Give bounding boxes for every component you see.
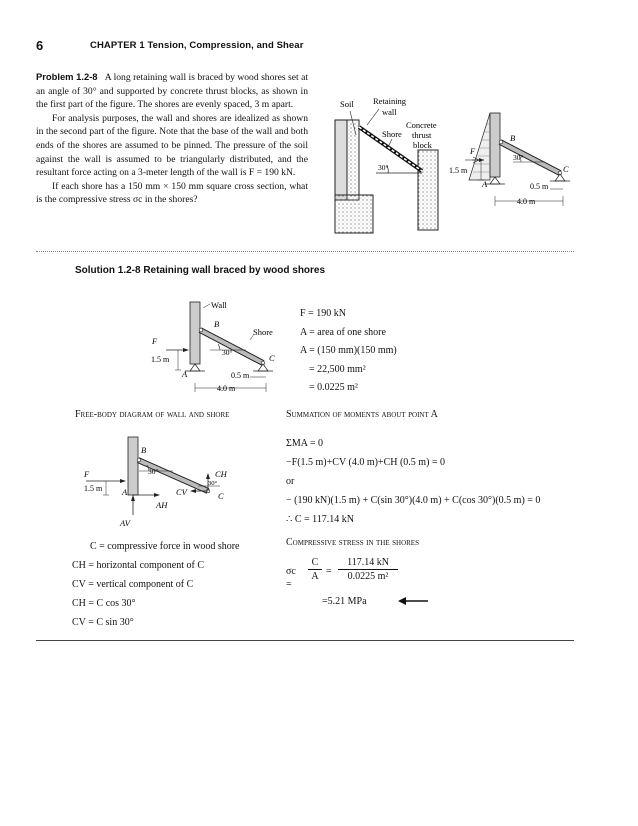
stress-equals: =: [326, 566, 332, 577]
fig2-label-B: B: [510, 133, 516, 143]
result-arrow-icon: [398, 596, 428, 606]
moment-line-1: ΣMA = 0: [286, 438, 324, 449]
fig3-dim-05: 0.5 m: [231, 371, 250, 380]
moment-line-4: − (190 kN)(1.5 m) + C(sin 30°)(4.0 m) + C(cos 30°)(0.5 m) = 0: [286, 495, 541, 506]
fig2-dim-40: 4.0 m: [517, 197, 536, 206]
fig2-label-F: F: [470, 146, 476, 156]
problem-para-1: A long retaining wall is braced by wood shores set at an angle of 30° and supported by concrete thrust blocks, as shown in the first part of the figure. The shores are evenly spaced, 3 m apart.: [36, 72, 309, 111]
fbd-heading: Free-body diagram of wall and shore: [75, 409, 230, 420]
fbd-label-B: B: [141, 445, 147, 455]
fbd-label-A: A: [122, 487, 128, 497]
given-line-2: A = area of one shore: [300, 326, 386, 338]
stress-heading: Compressive stress in the shores: [286, 537, 419, 548]
fig2-label-A: A: [482, 179, 488, 189]
fig3-shore: Shore: [253, 327, 273, 337]
chapter-title: CHAPTER 1 Tension, Compression, and Shear: [90, 40, 304, 51]
fbd-label-F: F: [84, 469, 90, 479]
fig3-angle: 30°: [222, 348, 233, 357]
stress-frac-1: [308, 556, 322, 583]
fig1-block: block: [413, 140, 432, 150]
stress-frac-1-num: C: [308, 556, 322, 570]
stress-result: =5.21 MPa: [322, 596, 367, 607]
fig3-wall: Wall: [211, 300, 227, 310]
bottom-rule: [36, 640, 574, 641]
moments-heading: Summation of moments about point A: [286, 409, 438, 420]
problem-para-3: If each shore has a 150 mm × 150 mm square cross section, what is the compressive stress σc in the shores?: [36, 180, 308, 206]
fig1-concrete: Concrete: [406, 120, 437, 130]
page-number: 6: [36, 38, 44, 53]
definitions: [72, 537, 240, 632]
moment-line-3: or: [286, 476, 295, 487]
fbd-label-CH: CH: [215, 469, 227, 479]
stress-frac-2-num: 117.14 kN: [338, 556, 398, 570]
fbd-angle-1: 30°: [148, 467, 159, 476]
problem-para-2: For analysis purposes, the wall and shores are idealized as shown in the second part of the figure. Note that the base of the wall and both ends of the shores are assumed to be pinned. The pressure of the soil against the wall is assumed to be triangularly distributed, and the resultant force acting on a 3-meter length of the wall is F = 190 kN.: [36, 112, 308, 179]
fbd-label-AV: AV: [120, 518, 130, 528]
fig1-soil: Soil: [340, 99, 354, 109]
solution-figure: [148, 300, 288, 395]
given-line-1: F = 190 kN: [300, 308, 346, 319]
idealized-model-figure: [445, 110, 585, 210]
fig3-label-A: A: [182, 369, 188, 379]
moment-line-2: −F(1.5 m)+CV (4.0 m)+CH (0.5 m) = 0: [286, 457, 446, 468]
definition-4: CH = C cos 30°: [72, 598, 136, 609]
moment-line-5: ∴ C = 117.14 kN: [286, 514, 355, 525]
fbd-angle-2: 30°: [208, 480, 218, 487]
definition-5: CV = C sin 30°: [72, 617, 134, 628]
fbd-label-C: C: [218, 491, 224, 501]
given-line-3: A = (150 mm)(150 mm): [300, 345, 397, 356]
fig3-label-C: C: [269, 353, 275, 363]
fig1-angle: 30°: [378, 163, 389, 172]
given-values: [300, 305, 397, 398]
problem-statement: [36, 70, 308, 207]
fig2-dim-05: 0.5 m: [530, 182, 549, 191]
definition-1: C = compressive force in wood shore: [90, 541, 240, 552]
definition-2: CH = horizontal component of C: [72, 560, 205, 571]
solution-title: Solution 1.2-8 Retaining wall braced by wood shores: [75, 265, 326, 276]
fig3-dim-40: 4.0 m: [217, 384, 236, 393]
fig3-label-B: B: [214, 319, 220, 329]
stress-frac-1-den: A: [311, 571, 319, 582]
stress-lhs: σc =: [286, 566, 296, 590]
fig1-wall: wall: [382, 107, 397, 117]
section-divider: [36, 251, 574, 252]
fig3-label-F: F: [152, 336, 158, 346]
fbd-label-AH: AH: [156, 500, 168, 510]
fig1-shore: Shore: [382, 129, 402, 139]
stress-frac-2: [338, 556, 398, 583]
fbd-dim-15: 1.5 m: [84, 484, 103, 493]
stress-frac-2-den: 0.0225 m²: [347, 571, 389, 582]
definition-3: CV = vertical component of C: [72, 579, 194, 590]
fig1-thrust: thrust: [412, 130, 432, 140]
retaining-wall-figure: [330, 95, 450, 235]
problem-label: Problem 1.2-8: [36, 71, 98, 82]
given-line-5: = 0.0225 m²: [309, 382, 358, 393]
free-body-diagram: [78, 433, 238, 533]
fbd-label-CV: CV: [176, 487, 187, 497]
fig3-dim-15: 1.5 m: [151, 355, 170, 364]
fig1-retaining: Retaining: [373, 96, 407, 106]
fig2-angle: 30°: [513, 153, 524, 162]
fig2-label-C: C: [563, 164, 569, 174]
fig2-dim-15: 1.5 m: [449, 166, 468, 175]
given-line-4: = 22,500 mm²: [309, 363, 366, 375]
moment-equations: [286, 434, 540, 529]
